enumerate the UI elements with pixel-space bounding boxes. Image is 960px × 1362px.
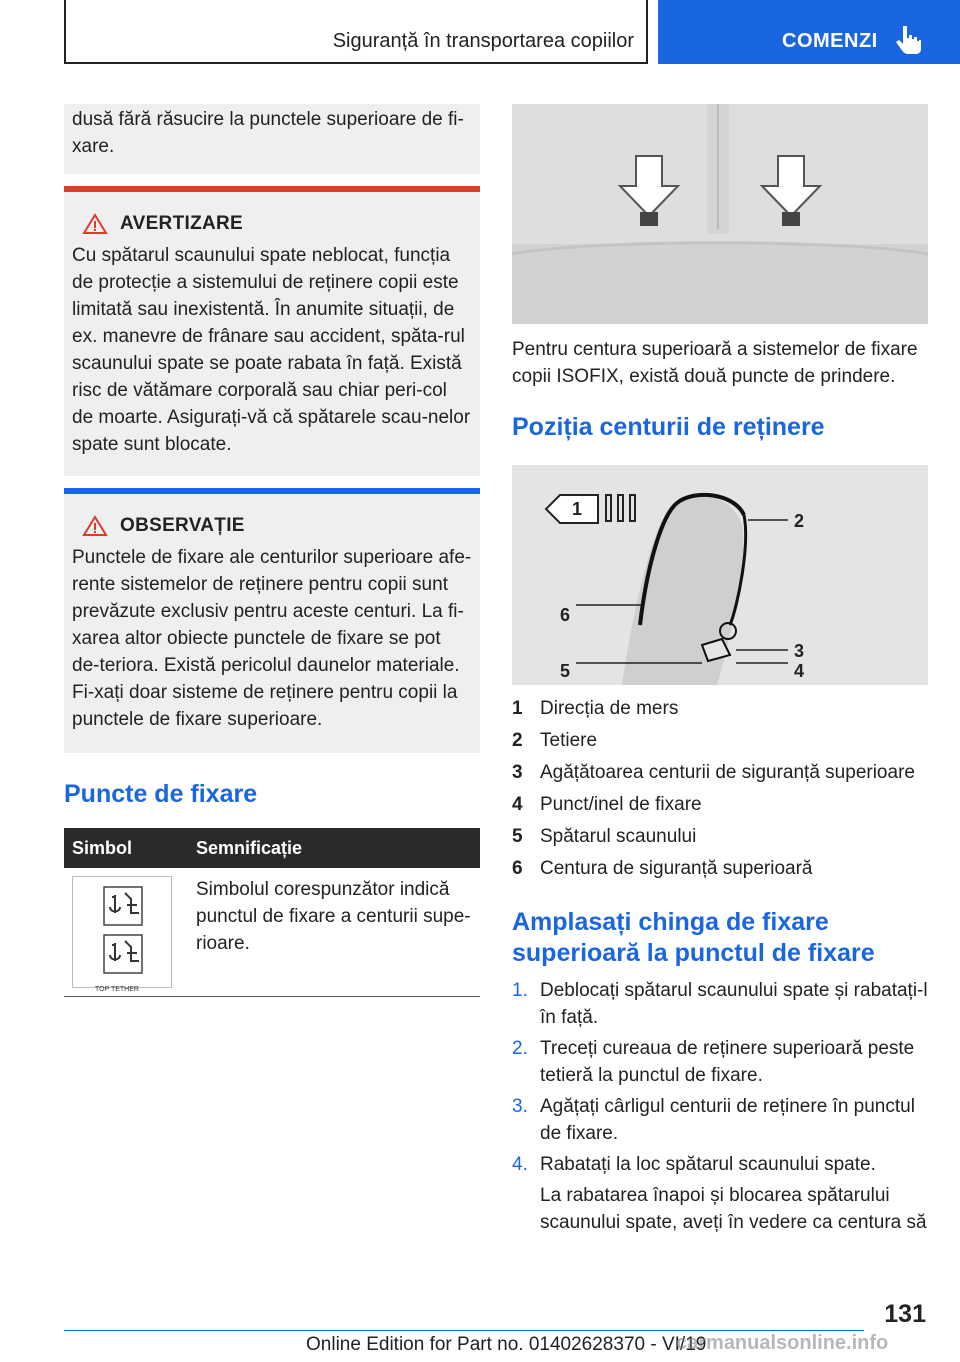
diagram-label-6: 6 — [560, 605, 571, 625]
legend-number: 4 — [512, 794, 523, 815]
legend-item — [512, 821, 928, 853]
isofix-caption: Pentru centura superioară a sistemelor de fixare copii ISOFIX, există două puncte de prindere. — [512, 339, 918, 387]
legend-number: 5 — [512, 826, 523, 847]
diagram-legend — [512, 693, 928, 885]
step-item — [512, 1093, 928, 1147]
legend-number: 1 — [512, 698, 523, 719]
header-section — [64, 0, 648, 64]
symbol-table — [64, 828, 480, 997]
legend-text: Spătarul scaunului — [540, 826, 697, 847]
step-item — [512, 1151, 928, 1178]
legend-item — [512, 789, 928, 821]
step-text: Agățați cârligul centurii de reținere în punctul de fixare. — [540, 1096, 915, 1144]
continued-text: dusă fără răsucire la punctele superioare de fi-xare. — [72, 109, 464, 157]
section-heading-puncte: Puncte de fixare — [64, 780, 258, 808]
pointing-hand-icon — [894, 24, 922, 54]
note-triangle-icon — [82, 515, 108, 537]
step-item — [512, 977, 928, 1031]
right-column — [512, 104, 928, 1236]
watermark: carmanualsonline.info — [676, 1332, 889, 1354]
page-number: 131 — [884, 1300, 926, 1328]
warning-body: Cu spătarul scaunului spate neblocat, funcția de protecție a sistemului de reținere copii este limitată sau inexistentă. În anumite situații, de ex. manevre de frânare sau accident, spăta-rul scaunului spate se poate rabata în față. Există risc de vătămare corporală sau chiar peri-col de moarte. Asigurați-vă că spătarele scau-nelor spate sunt blocate. — [72, 245, 471, 455]
diagram-label-4: 4 — [794, 661, 805, 681]
legend-item — [512, 725, 928, 757]
note-box — [64, 488, 480, 753]
continued-text-box — [64, 104, 480, 174]
nav-comenzi-button[interactable] — [658, 0, 960, 64]
legend-text: Punct/inel de fixare — [540, 794, 702, 815]
table-header-meaning: Semnificație — [188, 828, 480, 868]
legend-item — [512, 693, 928, 725]
anchor-points-photo — [512, 104, 928, 324]
step-number: 1. — [512, 980, 528, 1001]
step-text: Rabatați la loc spătarul scaunului spate. — [540, 1154, 876, 1175]
anchor-seat-icon — [73, 877, 171, 987]
step-number: 4. — [512, 1154, 528, 1175]
step-number: 2. — [512, 1038, 528, 1059]
table-header-symbol: Simbol — [64, 828, 188, 868]
table-cell-meaning: Simbolul corespunzător indică punctul de fixare a centurii supe-rioare. — [196, 879, 471, 954]
legend-text: Tetiere — [540, 730, 598, 751]
diagram-label-1: 1 — [572, 499, 583, 519]
legend-item — [512, 853, 928, 885]
top-tether-caption: TOP TETHER — [95, 986, 139, 993]
step-number: 3. — [512, 1096, 528, 1117]
belt-position-diagram — [512, 465, 928, 685]
diagram-label-2: 2 — [794, 511, 805, 531]
footer-edition: Online Edition for Part no. 01402628370 - VI/19 — [306, 1334, 707, 1355]
nav-comenzi-label: COMENZI — [782, 30, 878, 52]
legend-item — [512, 757, 928, 789]
legend-number: 6 — [512, 858, 523, 879]
section-heading-amplasati: Amplasați chinga de fixare superioară la punctul de fixare — [512, 908, 875, 967]
note-header — [72, 512, 472, 540]
step-item — [512, 1035, 928, 1089]
steps-list — [512, 977, 928, 1178]
legend-text: Agățătoarea centurii de siguranță superioare — [540, 762, 915, 783]
left-column — [64, 104, 480, 997]
warning-box — [64, 186, 480, 476]
legend-number: 3 — [512, 762, 523, 783]
seatback-illustration — [512, 104, 928, 324]
step-text: Treceți cureaua de reținere superioară peste tetieră la punctul de fixare. — [540, 1038, 915, 1086]
warning-triangle-icon — [82, 213, 108, 235]
legend-text: Centura de siguranță superioară — [540, 858, 813, 879]
step-4-note: La rabatarea înapoi și blocarea spătarului scaunului spate, aveți în vedere ca centura să — [540, 1185, 927, 1233]
diagram-label-5: 5 — [560, 661, 571, 681]
legend-text: Direcția de mers — [540, 698, 679, 719]
note-body: Punctele de fixare ale centurilor superioare afe-rente sistemelor de reținere pentru copii sunt prevăzute exclusiv pentru aceste centuri. La fi-xarea altor obiecte punctele de fixare se pot de-teriora. Există pericolul daunelor materiale. Fi-xați doar sisteme de reținere pentru copii la punctele de fixare superioare. — [72, 547, 472, 730]
diagram-label-3: 3 — [794, 641, 805, 661]
section-heading-pozitia: Poziția centurii de reținere — [512, 413, 825, 441]
headrest-diagram — [512, 465, 928, 685]
section-title: Siguranță în transportarea copiilor — [332, 30, 634, 52]
step-text: Deblocați spătarul scaunului spate și rabatați-l în față. — [540, 980, 928, 1028]
warning-title: AVERTIZARE — [120, 213, 243, 234]
warning-header — [72, 210, 472, 238]
legend-number: 2 — [512, 730, 523, 751]
note-title: OBSERVAȚIE — [120, 515, 245, 536]
table-row — [64, 868, 480, 997]
top-tether-symbol — [72, 876, 172, 993]
footer-divider — [64, 1330, 864, 1331]
